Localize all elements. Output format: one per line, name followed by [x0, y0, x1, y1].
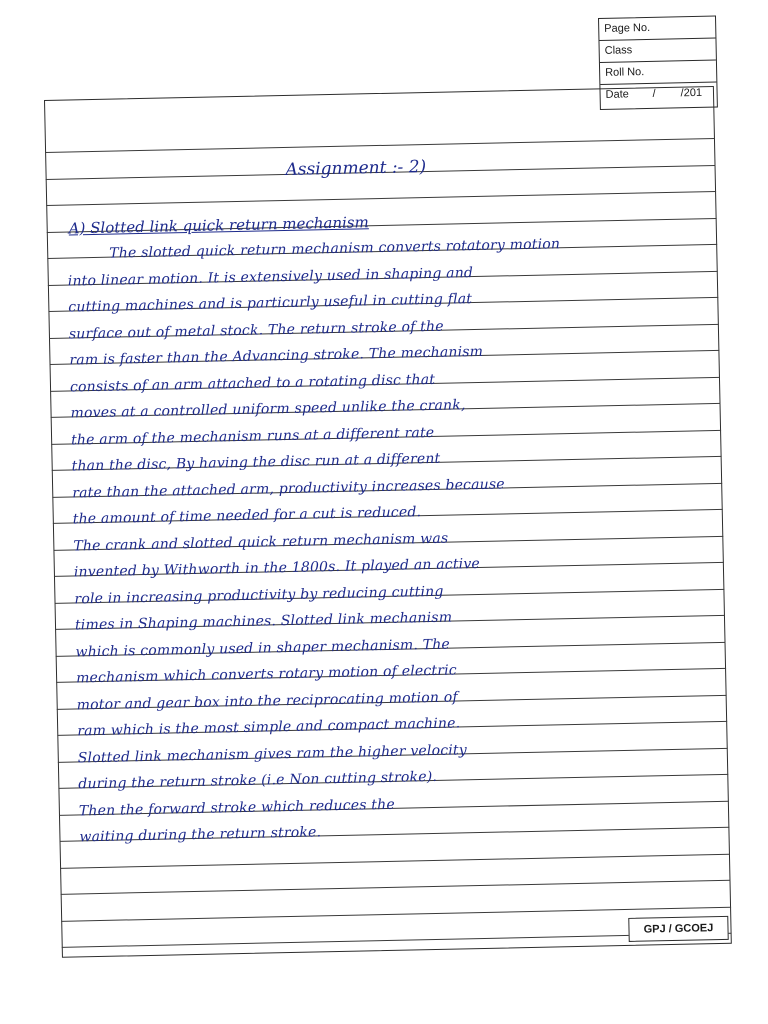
page-no-label: Page No. [604, 21, 651, 35]
handwritten-line: times in Shaping machines. Slotted link mechanism [74, 609, 453, 634]
date-year: /201 [680, 86, 703, 100]
ruled-page [44, 86, 732, 958]
date-separator: / [652, 87, 656, 100]
handwritten-line: waiting during the return stroke. [79, 824, 322, 846]
handwritten-line: the arm of the mechanism runs at a different rate [70, 424, 435, 449]
handwritten-line: than the disc, By having the disc run at a different [71, 450, 441, 475]
class-row [599, 39, 715, 63]
footer-label: GPJ / GCOEJ [628, 916, 728, 942]
handwritten-line: motor and gear box into the reciprocating motion of [76, 688, 458, 713]
handwritten-line: Slotted link mechanism gives ram the higher velocity [77, 741, 468, 766]
handwritten-line: The crank and slotted quick return mechanism was [73, 530, 449, 554]
date-label: Date [605, 88, 629, 101]
handwritten-line: moves at a controlled uniform speed unlike the crank, [70, 397, 466, 422]
handwritten-line: into linear motion. It is extensively used in shaping and [67, 264, 474, 290]
page-title: Assignment :- 2) [285, 157, 427, 180]
page-no-row [599, 17, 715, 41]
handwritten-line: which is commonly used in shaper mechanism. The [75, 636, 451, 660]
handwritten-line: surface out of metal stock. The return stroke of the [68, 318, 444, 343]
handwritten-line: role in increasing productivity by reducing cutting [74, 583, 444, 607]
section-heading: A) Slotted link quick return mechanism [68, 213, 369, 238]
handwritten-line: Then the forward stroke which reduces the [78, 796, 396, 819]
handwritten-line: ram is faster than the Advancing stroke. The mechanism [69, 343, 484, 369]
handwritten-line: the amount of time needed for a cut is reduced. [72, 504, 422, 528]
roll-no-label: Roll No. [605, 66, 645, 79]
handwritten-line: invented by Withworth in the 1800s. It played an active [73, 555, 481, 581]
roll-no-row [600, 61, 716, 85]
handwritten-line: ram which is the most simple and compact machine. [77, 715, 461, 740]
handwritten-line: The slotted quick return mechanism converts rotatory motion [109, 236, 561, 262]
handwritten-line: consists of an arm attached to a rotating disc that [69, 371, 436, 396]
handwritten-line: during the return stroke (i.e Non cutting stroke). [78, 768, 438, 793]
handwritten-line: cutting machines and is particurly useful in cutting flat [68, 291, 473, 316]
class-label: Class [604, 44, 633, 57]
handwritten-line: mechanism which converts rotary motion of electric [75, 662, 458, 687]
handwritten-line: rate than the attached arm, productivity increases because [72, 475, 505, 501]
